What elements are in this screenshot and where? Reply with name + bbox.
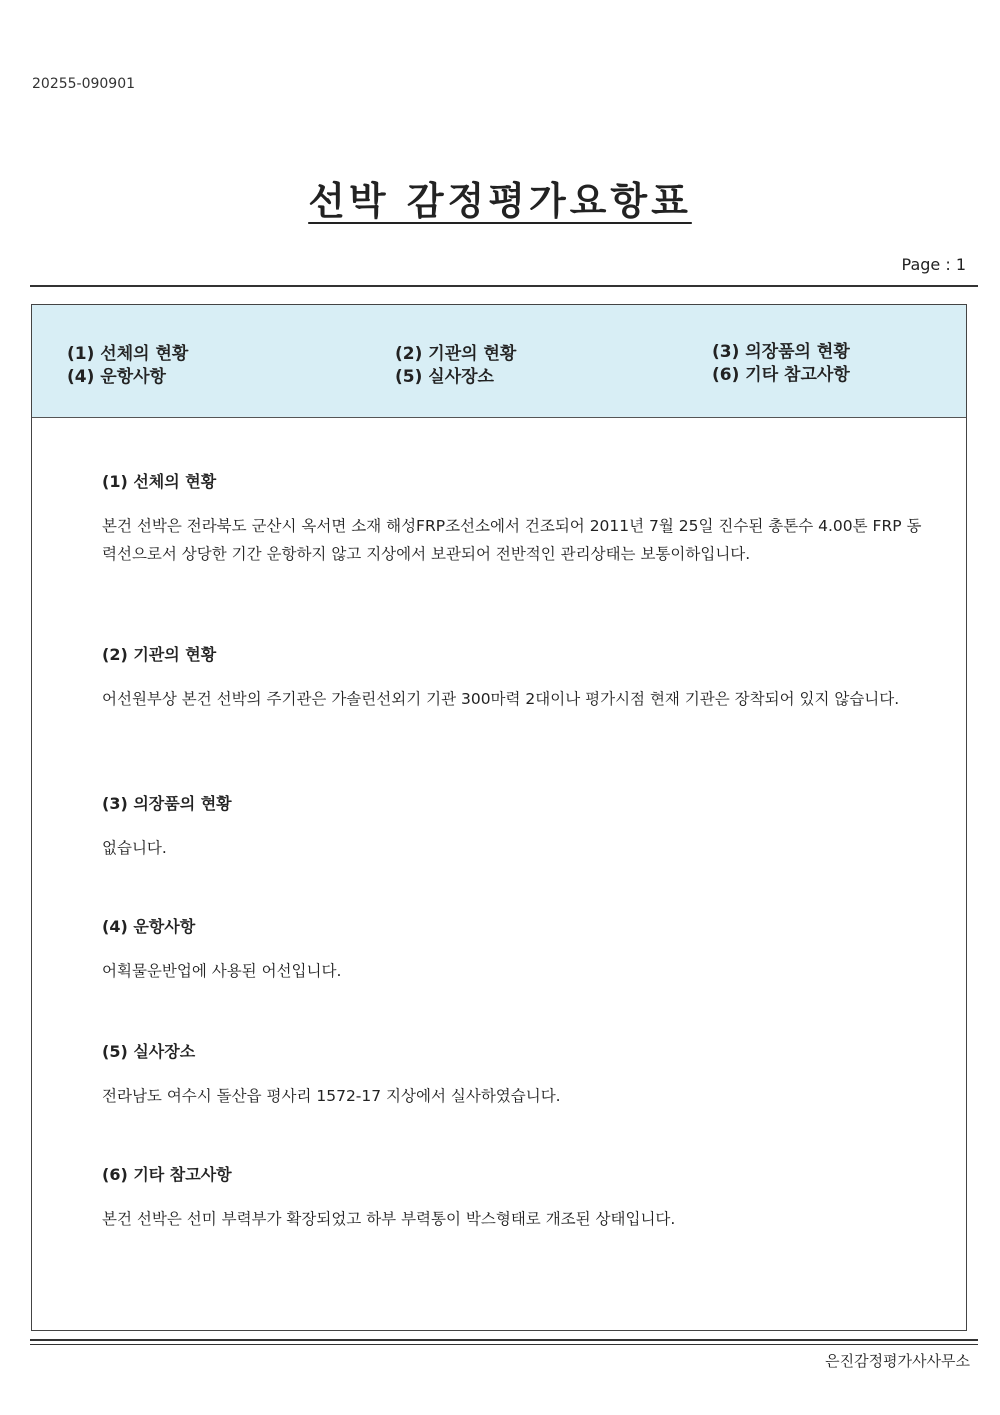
toc-item-hull: (1) 선체의 현황 bbox=[67, 344, 189, 364]
section-body: 어획물운반업에 사용된 어선입니다. bbox=[102, 962, 342, 980]
section-body: 없습니다. bbox=[102, 839, 167, 857]
content-frame bbox=[31, 304, 967, 1331]
toc-item-inspection-site: (5) 실사장소 bbox=[395, 367, 494, 387]
section-equipment bbox=[102, 791, 922, 862]
toc-item-operation: (4) 운항사항 bbox=[67, 367, 166, 387]
toc-item-other-notes: (6) 기타 참고사항 bbox=[712, 365, 850, 385]
office-name: 은진감정평가사사무소 bbox=[825, 1352, 970, 1370]
section-body: 본건 선박은 선미 부력부가 확장되었고 하부 부력통이 박스형태로 개조된 상태입니다. bbox=[102, 1210, 676, 1228]
section-title: (4) 운항사항 bbox=[102, 917, 196, 936]
section-other-notes bbox=[102, 1162, 922, 1233]
page-number: Page : 1 bbox=[901, 255, 966, 274]
toc-item-engine: (2) 기관의 현황 bbox=[395, 344, 517, 364]
document-title bbox=[0, 170, 1000, 225]
section-inspection-site bbox=[102, 1039, 922, 1110]
section-engine bbox=[102, 642, 922, 713]
section-title: (5) 실사장소 bbox=[102, 1042, 196, 1061]
section-title: (6) 기타 참고사항 bbox=[102, 1165, 232, 1184]
section-body: 전라남도 여수시 돌산읍 평사리 1572-17 지상에서 실사하였습니다. bbox=[102, 1087, 561, 1105]
section-title: (3) 의장품의 현황 bbox=[102, 794, 232, 813]
section-title: (2) 기관의 현황 bbox=[102, 645, 217, 664]
section-body: 어선원부상 본건 선박의 주기관은 가솔린선외기 기관 300마력 2대이나 평가시점 현재 기관은 장착되어 있지 않습니다. bbox=[102, 690, 900, 708]
section-hull bbox=[102, 469, 922, 568]
section-operation bbox=[102, 914, 922, 985]
document-title-text: 선박 감정평가요항표 bbox=[308, 179, 692, 223]
toc-item-equipment: (3) 의장품의 현황 bbox=[712, 342, 850, 362]
document-id: 20255-090901 bbox=[32, 76, 136, 92]
table-of-contents bbox=[32, 305, 966, 418]
section-body: 본건 선박은 전라북도 군산시 옥서면 소재 해성FRP조선소에서 건조되어 2011년 7월 25일 진수된 총톤수 4.00톤 FRP 동력선으로서 상당한 기간 운항하지 않고 지상에서 보관되어 전반적인 관리상태는 보통이하입니다. bbox=[102, 517, 922, 563]
footer-divider-bottom bbox=[30, 1344, 978, 1345]
header-divider bbox=[30, 285, 978, 287]
footer-divider-top bbox=[30, 1339, 978, 1341]
section-title: (1) 선체의 현황 bbox=[102, 472, 217, 491]
